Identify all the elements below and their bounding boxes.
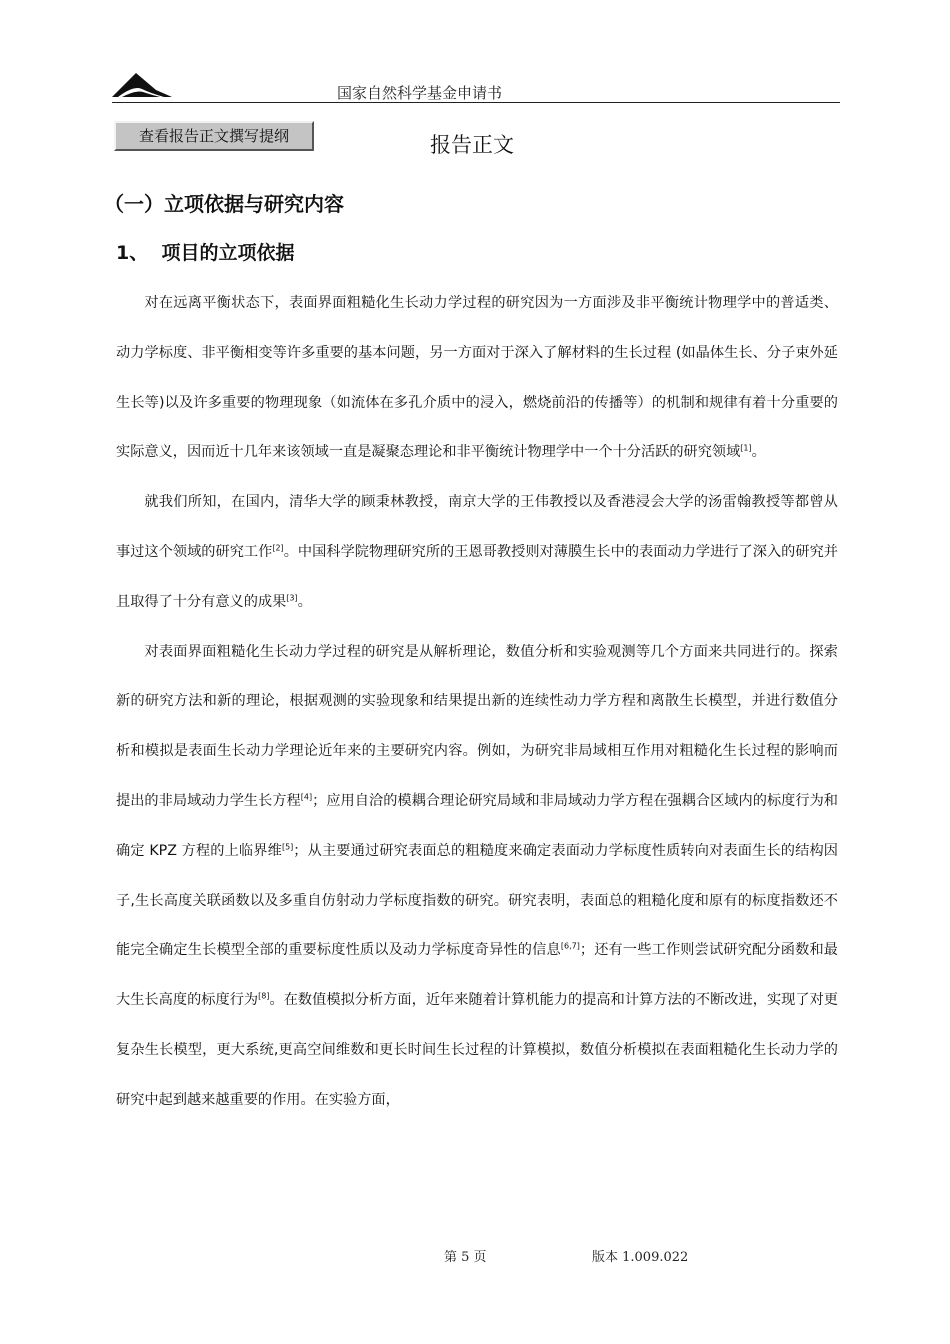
view-outline-button[interactable]: 查看报告正文撰写提纲 bbox=[114, 121, 314, 151]
citation: [4] bbox=[300, 792, 313, 802]
sub-heading: 1、 项目的立项依据 bbox=[116, 242, 295, 264]
version-label: 版本 1.009.022 bbox=[592, 1250, 689, 1265]
paragraph-text: ；从主要通过研究表面总的粗糙度来确定表面动力学标度性质转向对表面生长的结构因子,生长高度关联函数以及多重自仿射动力学标度指数的研究。研究表明，表面总的粗糙化度和原有的标度指数还不能完全确定生长模型全部的重要标度性质以及动力学标度奇异性的信息 bbox=[116, 842, 838, 959]
document-title: 报告正文 bbox=[430, 133, 514, 157]
citation: [2] bbox=[272, 543, 284, 553]
header-title: 国家自然科学基金申请书 bbox=[337, 84, 503, 102]
paragraph-2 bbox=[116, 478, 838, 627]
paragraph-text: 对表面界面粗糙化生长动力学过程的研究是从解析理论，数值分析和实验观测等几个方面来共同进行的。探索新的研究方法和新的理论，根据观测的实验现象和结果提出新的连续性动力学方程和离散生长模型，并进行数值分析和模拟是表面生长动力学理论近年来的主要研究内容。例如，为研究非局域相互作用对粗糙化生长过程的影响而提出的非局域动力学生长方程 bbox=[116, 643, 838, 809]
citation: [1] bbox=[740, 443, 752, 453]
page-number: 第 5 页 bbox=[444, 1250, 487, 1265]
mountain-logo-icon bbox=[112, 70, 172, 100]
paragraph-text: 对在远离平衡状态下，表面界面粗糙化生长动力学过程的研究因为一方面涉及非平衡统计物理学中的普适类、动力学标度、非平衡相变等许多重要的基本问题，另一方面对于深入了解材料的生长过程 (如晶体生长、分子束外延生长等)以及许多重要的物理现象（如流体在多孔介质中的浸入，燃烧前沿的传播等）的机制和规律有着十分重要的实际意义，因而近十几年来该领域一直是凝聚态理论和非平衡统计物理学中一个十分活跃的研究领域 bbox=[116, 295, 838, 461]
paragraph-1 bbox=[116, 279, 838, 478]
citation: [6,7] bbox=[560, 941, 580, 951]
paragraph-text: ；还有一些工作则尝试研究配分函数和最大生长高度的标度行为 bbox=[116, 942, 838, 1009]
paragraph-text: 。在数值模拟分析方面，近年来随着计算机能力的提高和计算方法的不断改进，实现了对更复杂生长模型，更大系统,更高空间维数和更长时间生长过程的计算模拟，数值分析模拟在表面粗糙化生长动力学的研究中起到越来越重要的作用。在实验方面， bbox=[116, 992, 838, 1108]
citation: [8] bbox=[258, 991, 270, 1001]
paragraph-text: ；应用自洽的模耦合理论研究局域和非局域动力学方程在强耦合区域内的标度行为和确定 KPZ 方程的上临界维 bbox=[116, 792, 838, 859]
section-heading: （一）立项依据与研究内容 bbox=[104, 192, 344, 216]
report-body bbox=[116, 279, 838, 1126]
paragraph-3 bbox=[116, 628, 838, 1126]
paragraph-text: 。 bbox=[751, 444, 766, 461]
citation: [3] bbox=[286, 593, 298, 603]
paragraph-text: 就我们所知，在国内，清华大学的顾秉林教授，南京大学的王伟教授以及香港浸会大学的汤雷翰教授等都曾从事过这个领域的研究工作 bbox=[116, 494, 838, 560]
citation: [5] bbox=[281, 842, 294, 852]
paragraph-text: 。中国科学院物理研究所的王恩哥教授则对薄膜生长中的表面动力学进行了深入的研究并且取得了十分有意义的成果 bbox=[116, 543, 838, 610]
paragraph-text: 。 bbox=[297, 593, 312, 610]
header-divider bbox=[112, 102, 840, 103]
